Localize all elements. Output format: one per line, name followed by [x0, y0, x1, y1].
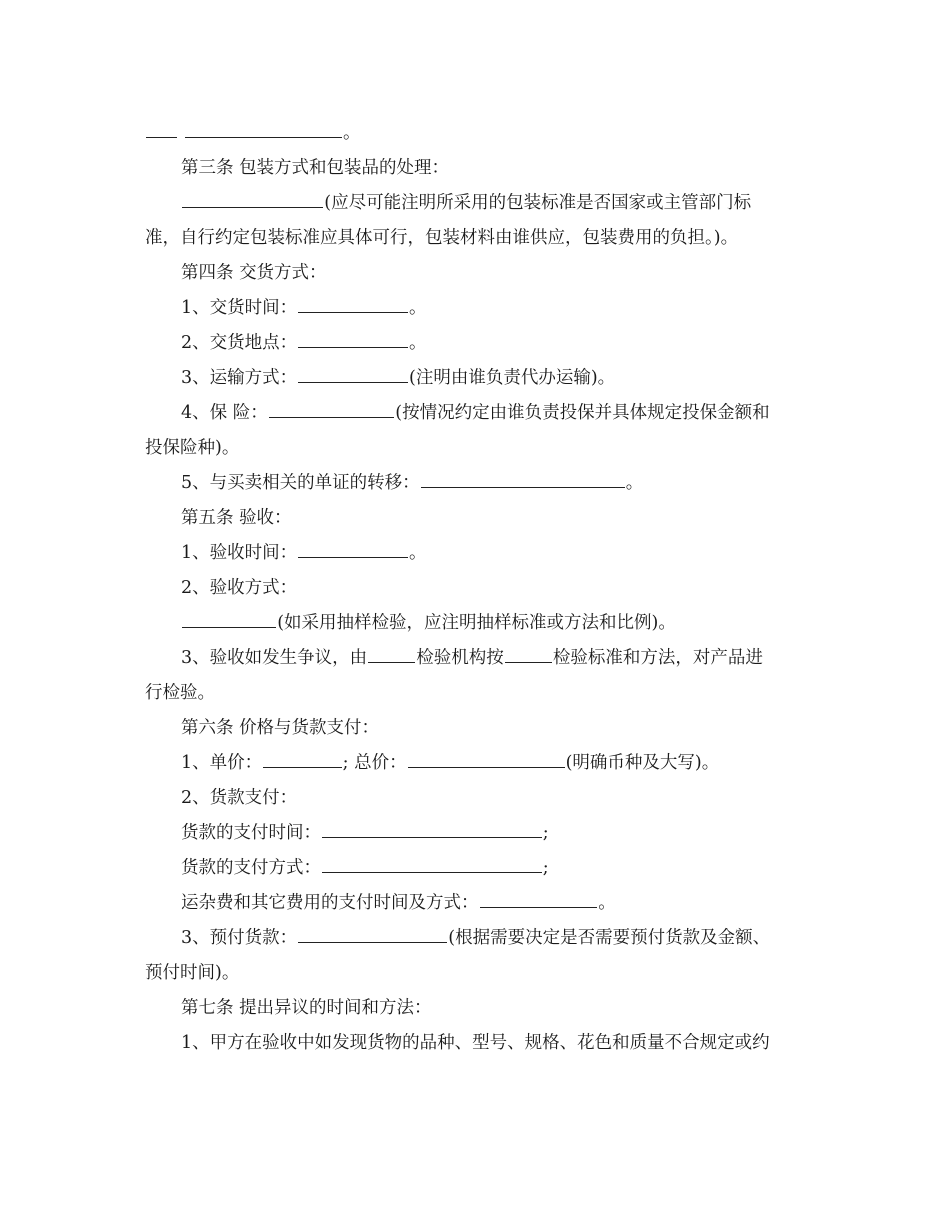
fill-in-blank[interactable] [408, 749, 565, 768]
line-text: 货款的支付时间： [181, 823, 321, 843]
line-text: ; [542, 823, 549, 843]
document-line [145, 1026, 810, 1061]
document-line [145, 221, 810, 256]
document-line [145, 921, 810, 956]
document-line [145, 116, 810, 151]
line-text: 。 [409, 543, 427, 563]
document-line [145, 571, 810, 606]
line-text: 第四条 交货方式： [181, 263, 327, 283]
fill-in-blank[interactable] [421, 469, 625, 488]
fill-in-blank[interactable] [182, 609, 276, 628]
line-text: 第五条 验收： [181, 508, 292, 528]
fill-in-blank[interactable] [298, 329, 408, 348]
line-text: (根据需要决定是否需要预付货款及金额、 [448, 928, 771, 948]
line-text: 。 [409, 298, 427, 318]
line-text: 2、交货地点： [181, 333, 298, 353]
fill-in-blank[interactable] [322, 819, 542, 838]
line-text: 5、与买卖相关的单证的转移： [181, 473, 420, 493]
line-text: 。 [598, 893, 616, 913]
fill-in-blank[interactable] [182, 189, 323, 208]
line-text: 3、预付货款： [181, 928, 298, 948]
line-text: 投保险种)。 [145, 438, 240, 458]
line-text: 1、验收时间： [181, 543, 298, 563]
line-text: 第六条 价格与货款支付： [181, 718, 380, 738]
line-text: 1、单价： [181, 753, 263, 773]
fill-in-blank[interactable] [298, 924, 447, 943]
fill-in-blank[interactable] [263, 749, 342, 768]
document-line [145, 501, 810, 536]
line-text: 第三条 包装方式和包装品的处理： [181, 158, 450, 178]
document-line [145, 466, 810, 501]
document-line [145, 851, 810, 886]
line-text: 行检验。 [145, 683, 215, 703]
line-text: (应尽可能注明所采用的包装标准是否国家或主管部门标 [324, 193, 752, 213]
line-text: 检验标准和方法，对产品进 [552, 648, 763, 668]
line-text: 运杂费和其它费用的支付时间及方式： [181, 893, 479, 913]
document-line [145, 326, 810, 361]
line-text: 2、货款支付： [181, 788, 298, 808]
document-body [145, 116, 810, 1061]
fill-in-blank[interactable] [146, 119, 177, 138]
document-line [145, 816, 810, 851]
line-text: 。 [342, 123, 361, 143]
line-text: (按情况约定由谁负责投保并具体规定投保金额和 [395, 403, 770, 423]
fill-in-blank[interactable] [480, 889, 598, 908]
document-line [145, 711, 810, 746]
document-line [145, 641, 810, 676]
line-text: 1、交货时间： [181, 298, 298, 318]
document-line [145, 256, 810, 291]
fill-in-blank[interactable] [269, 399, 395, 418]
document-line [145, 291, 810, 326]
fill-in-blank[interactable] [298, 539, 408, 558]
document-line [145, 151, 810, 186]
document-line [145, 186, 810, 221]
line-text: 。 [625, 473, 644, 493]
line-text [178, 123, 184, 143]
fill-in-blank[interactable] [298, 364, 408, 383]
document-line [145, 361, 810, 396]
line-text: ; 总价： [342, 753, 407, 773]
line-text: ; [542, 858, 549, 878]
document-line [145, 536, 810, 571]
line-text: 货款的支付方式： [181, 858, 321, 878]
document-line [145, 781, 810, 816]
document-line [145, 956, 810, 991]
document-line [145, 396, 810, 431]
line-text: 3、运输方式： [181, 368, 298, 388]
fill-in-blank[interactable] [505, 644, 552, 663]
line-text: 检验机构按 [416, 648, 504, 668]
document-line [145, 431, 810, 466]
line-text: 1、甲方在验收中如发现货物的品种、型号、规格、花色和质量不合规定或约 [181, 1033, 770, 1053]
fill-in-blank[interactable] [298, 294, 408, 313]
fill-in-blank[interactable] [322, 854, 542, 873]
line-text: 第七条 提出异议的时间和方法： [181, 998, 432, 1018]
document-line [145, 676, 810, 711]
line-text: 预付时间)。 [145, 963, 240, 983]
line-text: 2、验收方式： [181, 578, 298, 598]
document-line [145, 991, 810, 1026]
line-text: 准，自行约定包装标准应具体可行，包装材料由谁供应，包装费用的负担。)。 [145, 228, 739, 248]
line-text: 3、验收如发生争议，由 [181, 648, 368, 668]
document-line [145, 606, 810, 641]
document-line [145, 746, 810, 781]
line-text: 4、保 险： [181, 403, 268, 423]
line-text: (如采用抽样检验，应注明抽样标准或方法和比例)。 [277, 613, 676, 633]
fill-in-blank[interactable] [368, 644, 415, 663]
line-text: 。 [409, 333, 427, 353]
line-text: (明确币种及大写)。 [565, 753, 720, 773]
fill-in-blank[interactable] [185, 119, 342, 138]
line-text: (注明由谁负责代办运输)。 [409, 368, 616, 388]
document-line [145, 886, 810, 921]
